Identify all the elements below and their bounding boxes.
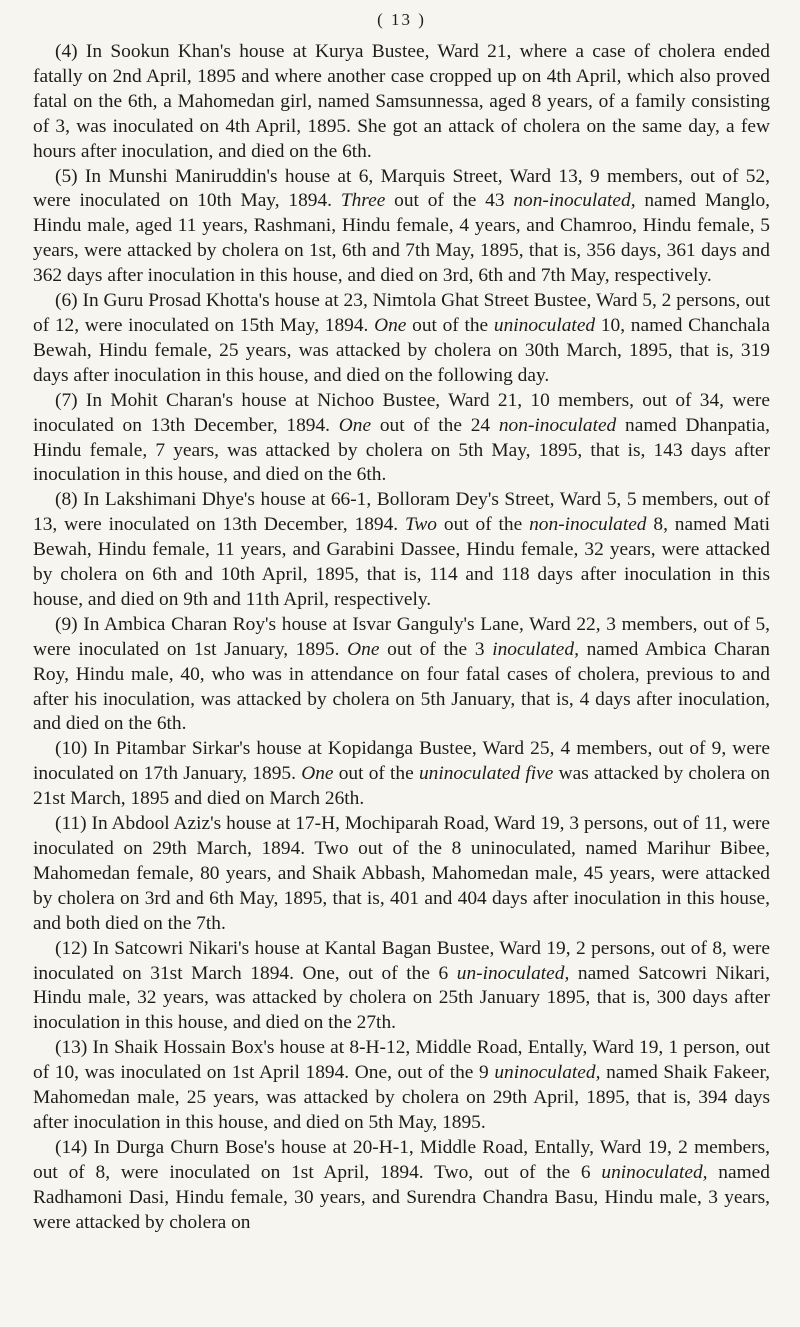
italic-text: non-inoculated, (513, 190, 636, 212)
paragraph (33, 40, 770, 165)
italic-text: inoculated, (492, 638, 579, 660)
paragraph (33, 165, 770, 290)
paragraph-text: (11) In Abdool Aziz's house at 17-H, Mochiparah Road, Ward 19, 3 persons, out of 11, were inoculated on 29th March, 1894. Two out of the 8 uninoculated, named Marihur Bibee, Mahomedan female, 80 years, and Shaik Abbash, Mahomedan male, 45 years, were attacked by cholera on 3rd and 6th May, 1895, that is, 401 and 404 days after inoculation in this house, and both died on the 7th. (33, 813, 770, 934)
italic-text: non-inoculated (529, 514, 647, 536)
paragraph-text: (12) In Satcowri Nikari's house at Kantal Bagan Bustee, Ward 19, 2 persons, out of 8, were inoculated on 31st March 1894. One, out of the 6 (33, 937, 770, 984)
paragraph-text: named Radhamoni Dasi, Hindu female, 30 years, and Surendra Chandra Basu, Hindu male, 3 years, were attacked by cholera on (33, 1161, 770, 1233)
paragraph-text: (13) In Shaik Hossain Box's house at 8-H-12, Middle Road, Entally, Ward 19, 1 person, out of 10, was inoculated on 1st April 1894. One, out of the 9 (33, 1037, 770, 1084)
italic-text: Two (405, 514, 437, 536)
paragraph-text: (8) In Lakshimani Dhye's house at 66-1, Bolloram Dey's Street, Ward 5, 5 members, out of 13, were inoculated on 13th December, 1894. (33, 489, 770, 536)
paragraph (33, 1036, 770, 1136)
paragraph-text: out of the 3 (379, 638, 493, 660)
paragraph-text: was attacked by cholera on 21st March, 1895 and died on March 26th. (33, 763, 771, 810)
italic-text: non-inoculated (498, 414, 617, 436)
paragraph (33, 389, 770, 489)
paragraph-text: named Dhanpatia, Hindu female, 7 years, was attacked by cholera on 5th May, 1895, that is, 143 days after inoculation in this house, and died on the 6th. (33, 414, 770, 486)
paragraph-text: (7) In Mohit Charan's house at Nichoo Bustee, Ward 21, 10 members, out of 34, were inoculated on 13th December, 1894. (33, 389, 770, 436)
italic-text: un-inoculated, (456, 962, 570, 984)
paragraph-text: (9) In Ambica Charan Roy's house at Isvar Ganguly's Lane, Ward 22, 3 members, out of 5, were inoculated on 1st January, 1895. (33, 613, 770, 660)
paragraph (33, 812, 770, 937)
italic-text: Three (340, 190, 386, 212)
paragraph (33, 937, 770, 1037)
paragraph-text: 8, named Mati Bewah, Hindu female, 11 years, and Garabini Dassee, Hindu female, 32 years, were attacked by cholera on 6th and 10th April, 1895, that is, 114 and 118 days after inoculation in this house, and died on 9th and 11th April, respectively. (33, 514, 770, 610)
paragraph-text: (14) In Durga Churn Bose's house at 20-H-1, Middle Road, Entally, Ward 19, 2 members, out of 8, were inoculated on 1st April, 1894. Two, out of the 6 (33, 1136, 770, 1183)
italic-text: One (301, 763, 334, 785)
paragraph-text: (6) In Guru Prosad Khotta's house at 23, Nimtola Ghat Street Bustee, Ward 5, 2 persons, out of 12, were inoculated on 15th May, 1894. (33, 290, 770, 336)
italic-text: One (338, 414, 372, 436)
page-number: ( 13 ) (377, 10, 426, 29)
paragraph-text: named Ambica Charan Roy, Hindu male, 40, who was in attendance on four fatal cases of cholera, previous to and after his inoculation, was attacked by cholera on 5th January, that is, 4 days after inoculation, and died on the 6th. (33, 638, 770, 735)
paragraph-text: (10) In Pitambar Sirkar's house at Kopidanga Bustee, Ward 25, 4 members, out of 9, were inoculated on 17th January, 1895. (33, 738, 770, 785)
paragraph-text: (4) In Sookun Khan's house at Kurya Bustee, Ward 21, where a case of cholera ended fatally on 2nd April, 1895 and where another case cropped up on 4th April, which also proved fatal on the 6th, a Mahomedan girl, named Samsunnessa, aged 8 years, of a family consisting of 3, was inoculated on 4th April, 1895. She got an attack of cholera on the same day, a few hours after inoculation, and died on the 6th. (33, 41, 770, 162)
italic-text: uninoculated, (494, 1062, 601, 1084)
italic-text: uninoculated five (418, 763, 554, 785)
paragraph (33, 1136, 770, 1236)
paragraph-text: named Satcowri Nikari, Hindu male, 32 years, was attacked by cholera on 25th January 1895, that is, 300 days after inoculation in this house, and died on the 27th. (33, 962, 770, 1034)
italic-text: One (347, 638, 380, 660)
body-text (33, 40, 770, 1236)
italic-text: One (374, 314, 407, 336)
paragraph-text: out of the 43 (385, 190, 514, 212)
paragraph-text: out of the (333, 763, 419, 785)
paragraph-text: 10, named Chanchala Bewah, Hindu female, 25 years, was attacked by cholera on 30th March, 1895, that is, 319 days after inoculation in this house, and died on the following day. (33, 314, 771, 386)
italic-text: uninoculated (493, 314, 596, 336)
paragraph-text: out of the 24 (371, 414, 499, 436)
paragraph-text: (5) In Munshi Maniruddin's house at 6, Marquis Street, Ward 13, 9 members, out of 52, were inoculated on 10th May, 1894. (33, 165, 770, 212)
italic-text: uninoculated, (601, 1161, 708, 1183)
paragraph-text: named Shaik Fakeer, Mahomedan male, 25 years, was attacked by cholera on 29th April, 1895, that is, 394 days after inoculation in this house, and died on 5th May, 1895. (33, 1062, 770, 1133)
paragraph-text: out of the (406, 314, 494, 336)
paragraph-text: out of the (437, 514, 530, 536)
paragraph (33, 613, 770, 738)
paragraph (33, 289, 770, 389)
paragraph-text: named Manglo, Hindu male, aged 11 years, Rashmani, Hindu female, 4 years, and Chamroo, Hindu female, 5 years, were attacked by cholera on 1st, 6th and 7th May, 1895, that is, 356 days, 361 days and 362 days after inoculation in this house, and died on 3rd, 6th and 7th May, respectively. (33, 190, 770, 287)
paragraph (33, 488, 770, 613)
paragraph (33, 737, 770, 812)
